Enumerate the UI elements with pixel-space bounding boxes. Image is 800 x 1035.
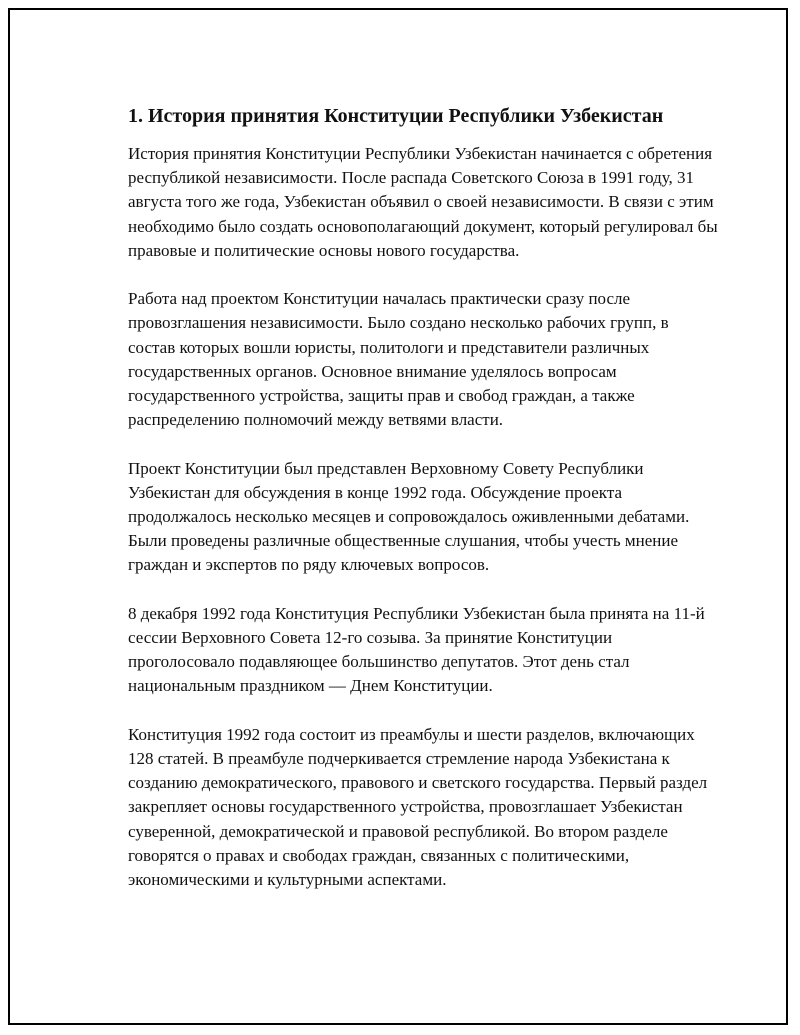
paragraph-5: Конституция 1992 года состоит из преамбулы и шести разделов, включающих 128 статей. В преамбуле подчеркивается стремление народа Узбекистана к созданию демократического, правового и светского государства. Первый раздел закрепляет основы государственного устройства, провозглашает Узбекистан суверенной, демократической и правовой республикой. Во втором разделе говорятся о правах и свободах граждан, связанных с политическими, экономическими и культурными аспектами. [128,724,708,890]
section-title: 1. История принятия Конституции Республики Узбекистан [128,105,664,127]
document-body [128,102,718,892]
paragraph-3: Проект Конституции был представлен Верховному Совету Республики Узбекистан для обсуждения в конце 1992 года. Обсуждение проекта продолжалось несколько месяцев и сопровождалось оживленными дебатами. Были проведены различные общественные слушания, чтобы учесть мнение граждан и экспертов по ряду ключевых вопросов. [128,458,690,575]
page-frame [8,8,788,1025]
paragraph-4: 8 декабря 1992 года Конституция Республики Узбекистан была принята на 11-й сессии Верховного Совета 12-го созыва. За принятие Конституции проголосовало подавляющее большинство депутатов. Этот день стал национальным праздником — Днем Конституции. [128,603,705,696]
paragraph-2: Работа над проектом Конституции началась практически сразу после провозглашения независимости. Было создано несколько рабочих групп, в состав которых вошли юристы, политологи и представители различных государственных органов. Основное внимание уделялось вопросам государственного устройства, защиты прав и свобод граждан, а также распределению полномочий между ветвями власти. [128,289,669,430]
paragraph-1: История принятия Конституции Республики Узбекистан начинается с обретения республикой независимости. После распада Советского Союза в 1991 году, 31 августа того же года, Узбекистан объявил о своей независимости. В связи с этим необходимо было создать основополагающий документ, который регулировал бы правовые и политические основы нового государства. [128,144,718,260]
